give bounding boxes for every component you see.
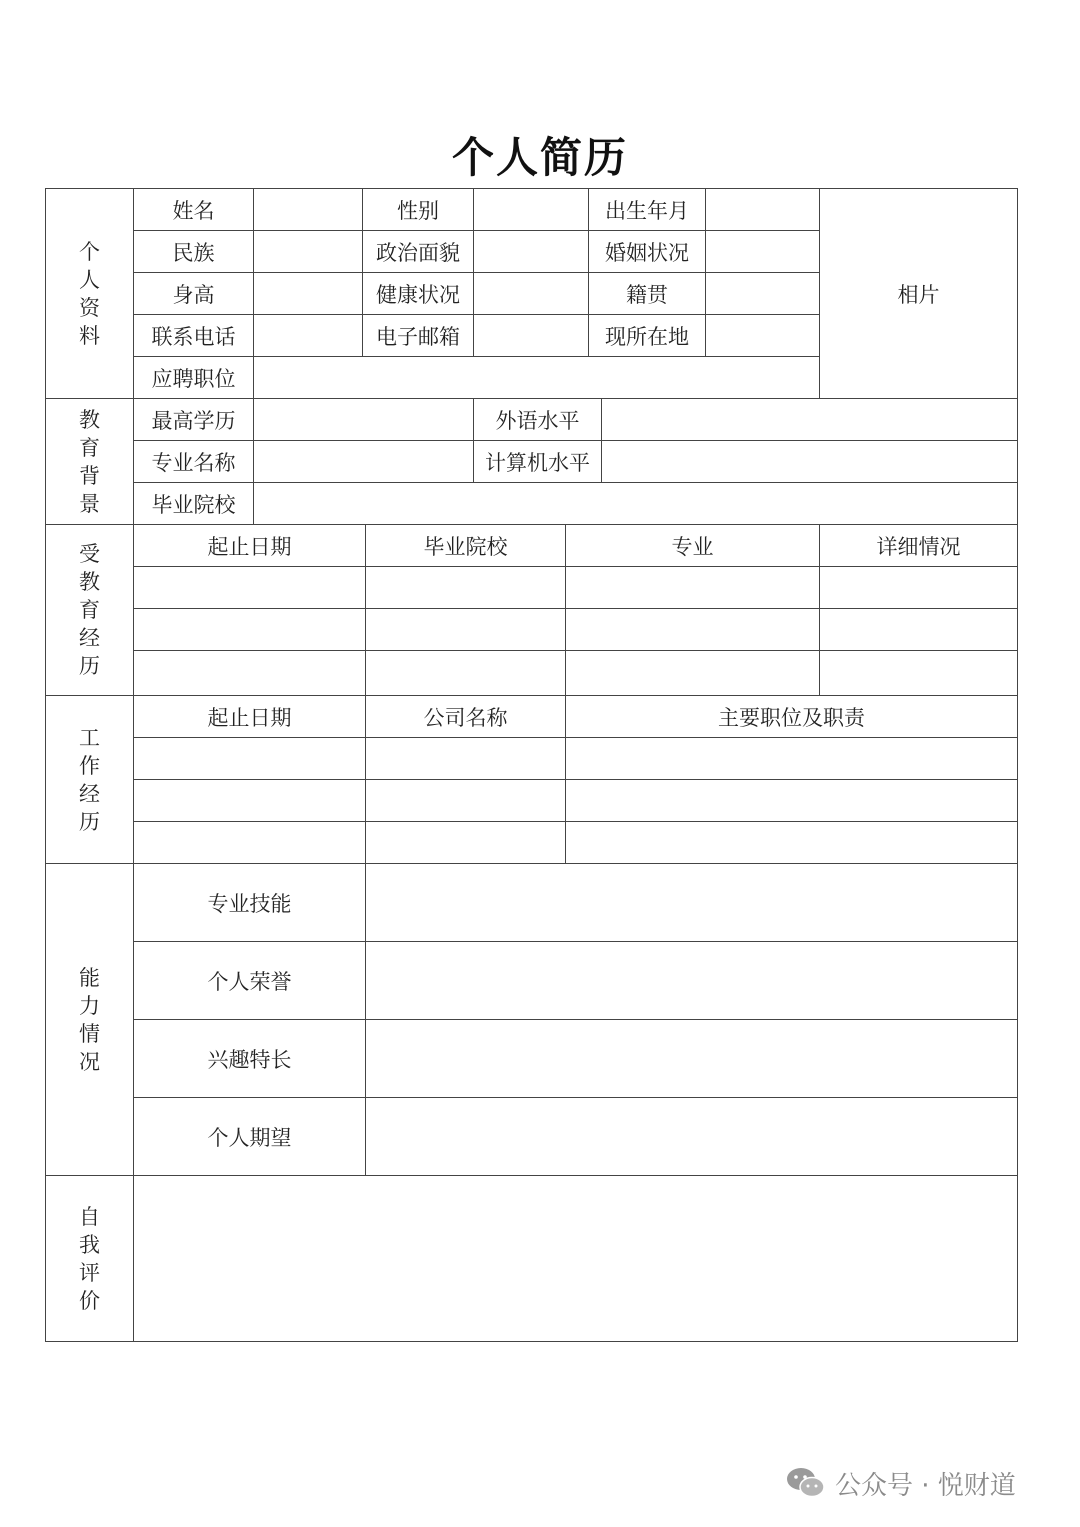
position-applied-field[interactable] <box>253 356 820 399</box>
section-label-personal: 个 人 资 料 <box>45 188 134 399</box>
label-ethnicity: 民族 <box>133 230 254 273</box>
highest-degree-field[interactable] <box>253 398 474 441</box>
edu-row-3-school[interactable] <box>365 650 566 696</box>
section-label-education-background: 教 育 背 景 <box>45 398 134 525</box>
edu-row-3-details[interactable] <box>819 650 1018 696</box>
label-height: 身高 <box>133 272 254 315</box>
skills-field[interactable] <box>365 863 1018 942</box>
label-honors: 个人荣誉 <box>133 941 366 1020</box>
political-status-field[interactable] <box>473 230 589 273</box>
section-label-work-history: 工 作 经 历 <box>45 695 134 864</box>
honors-field[interactable] <box>365 941 1018 1020</box>
edu-header-school: 毕业院校 <box>365 524 566 567</box>
edu-row-1-major[interactable] <box>565 566 820 609</box>
name-field[interactable] <box>253 188 363 231</box>
label-health: 健康状况 <box>362 272 474 315</box>
major-field[interactable] <box>253 440 474 483</box>
label-position-applied: 应聘职位 <box>133 356 254 399</box>
label-school: 毕业院校 <box>133 482 254 525</box>
work-row-2-company[interactable] <box>365 779 566 822</box>
work-header-dates: 起止日期 <box>133 695 366 738</box>
label-marital-status: 婚姻状况 <box>588 230 706 273</box>
self-evaluation-field[interactable] <box>133 1175 1018 1342</box>
label-highest-degree: 最高学历 <box>133 398 254 441</box>
section-label-education-history: 受 教 育 经 历 <box>45 524 134 696</box>
work-row-3-duties[interactable] <box>565 821 1018 864</box>
label-computer-level: 计算机水平 <box>473 440 602 483</box>
watermark-text: 公众号 · 悦财道 <box>835 1470 1016 1501</box>
gender-field[interactable] <box>473 188 589 231</box>
birth-field[interactable] <box>705 188 820 231</box>
edu-row-1-details[interactable] <box>819 566 1018 609</box>
label-name: 姓名 <box>133 188 254 231</box>
label-skills: 专业技能 <box>133 863 366 942</box>
edu-row-3-major[interactable] <box>565 650 820 696</box>
health-field[interactable] <box>473 272 589 315</box>
edu-row-2-details[interactable] <box>819 608 1018 651</box>
label-gender: 性别 <box>362 188 474 231</box>
label-phone: 联系电话 <box>133 314 254 357</box>
label-political-status: 政治面貌 <box>362 230 474 273</box>
edu-header-major: 专业 <box>565 524 820 567</box>
marital-status-field[interactable] <box>705 230 820 273</box>
label-expectations: 个人期望 <box>133 1097 366 1176</box>
native-place-field[interactable] <box>705 272 820 315</box>
work-header-duties: 主要职位及职责 <box>565 695 1018 738</box>
height-field[interactable] <box>253 272 363 315</box>
edu-row-2-dates[interactable] <box>133 608 366 651</box>
edu-row-3-dates[interactable] <box>133 650 366 696</box>
hobbies-field[interactable] <box>365 1019 1018 1098</box>
label-native-place: 籍贯 <box>588 272 706 315</box>
foreign-language-field[interactable] <box>601 398 1018 441</box>
work-row-1-duties[interactable] <box>565 737 1018 780</box>
label-hobbies: 兴趣特长 <box>133 1019 366 1098</box>
edu-row-1-dates[interactable] <box>133 566 366 609</box>
work-row-2-dates[interactable] <box>133 779 366 822</box>
phone-field[interactable] <box>253 314 363 357</box>
computer-level-field[interactable] <box>601 440 1018 483</box>
wechat-icon <box>785 1465 827 1501</box>
label-birth: 出生年月 <box>588 188 706 231</box>
edu-header-details: 详细情况 <box>819 524 1018 567</box>
work-row-1-dates[interactable] <box>133 737 366 780</box>
school-field[interactable] <box>253 482 1018 525</box>
edu-header-dates: 起止日期 <box>133 524 366 567</box>
edu-row-1-school[interactable] <box>365 566 566 609</box>
label-email: 电子邮箱 <box>362 314 474 357</box>
edu-row-2-school[interactable] <box>365 608 566 651</box>
watermark <box>785 1463 1016 1503</box>
work-row-1-company[interactable] <box>365 737 566 780</box>
ethnicity-field[interactable] <box>253 230 363 273</box>
work-row-3-dates[interactable] <box>133 821 366 864</box>
label-foreign-language: 外语水平 <box>473 398 602 441</box>
location-field[interactable] <box>705 314 820 357</box>
label-major: 专业名称 <box>133 440 254 483</box>
email-field[interactable] <box>473 314 589 357</box>
page-title: 个人简历 <box>451 133 628 182</box>
edu-row-2-major[interactable] <box>565 608 820 651</box>
section-label-abilities: 能 力 情 况 <box>45 863 134 1176</box>
section-label-self-evaluation: 自 我 评 价 <box>45 1175 134 1342</box>
label-location: 现所在地 <box>588 314 706 357</box>
work-row-3-company[interactable] <box>365 821 566 864</box>
work-header-company: 公司名称 <box>365 695 566 738</box>
expectations-field[interactable] <box>365 1097 1018 1176</box>
photo-box[interactable]: 相片 <box>819 188 1018 399</box>
work-row-2-duties[interactable] <box>565 779 1018 822</box>
